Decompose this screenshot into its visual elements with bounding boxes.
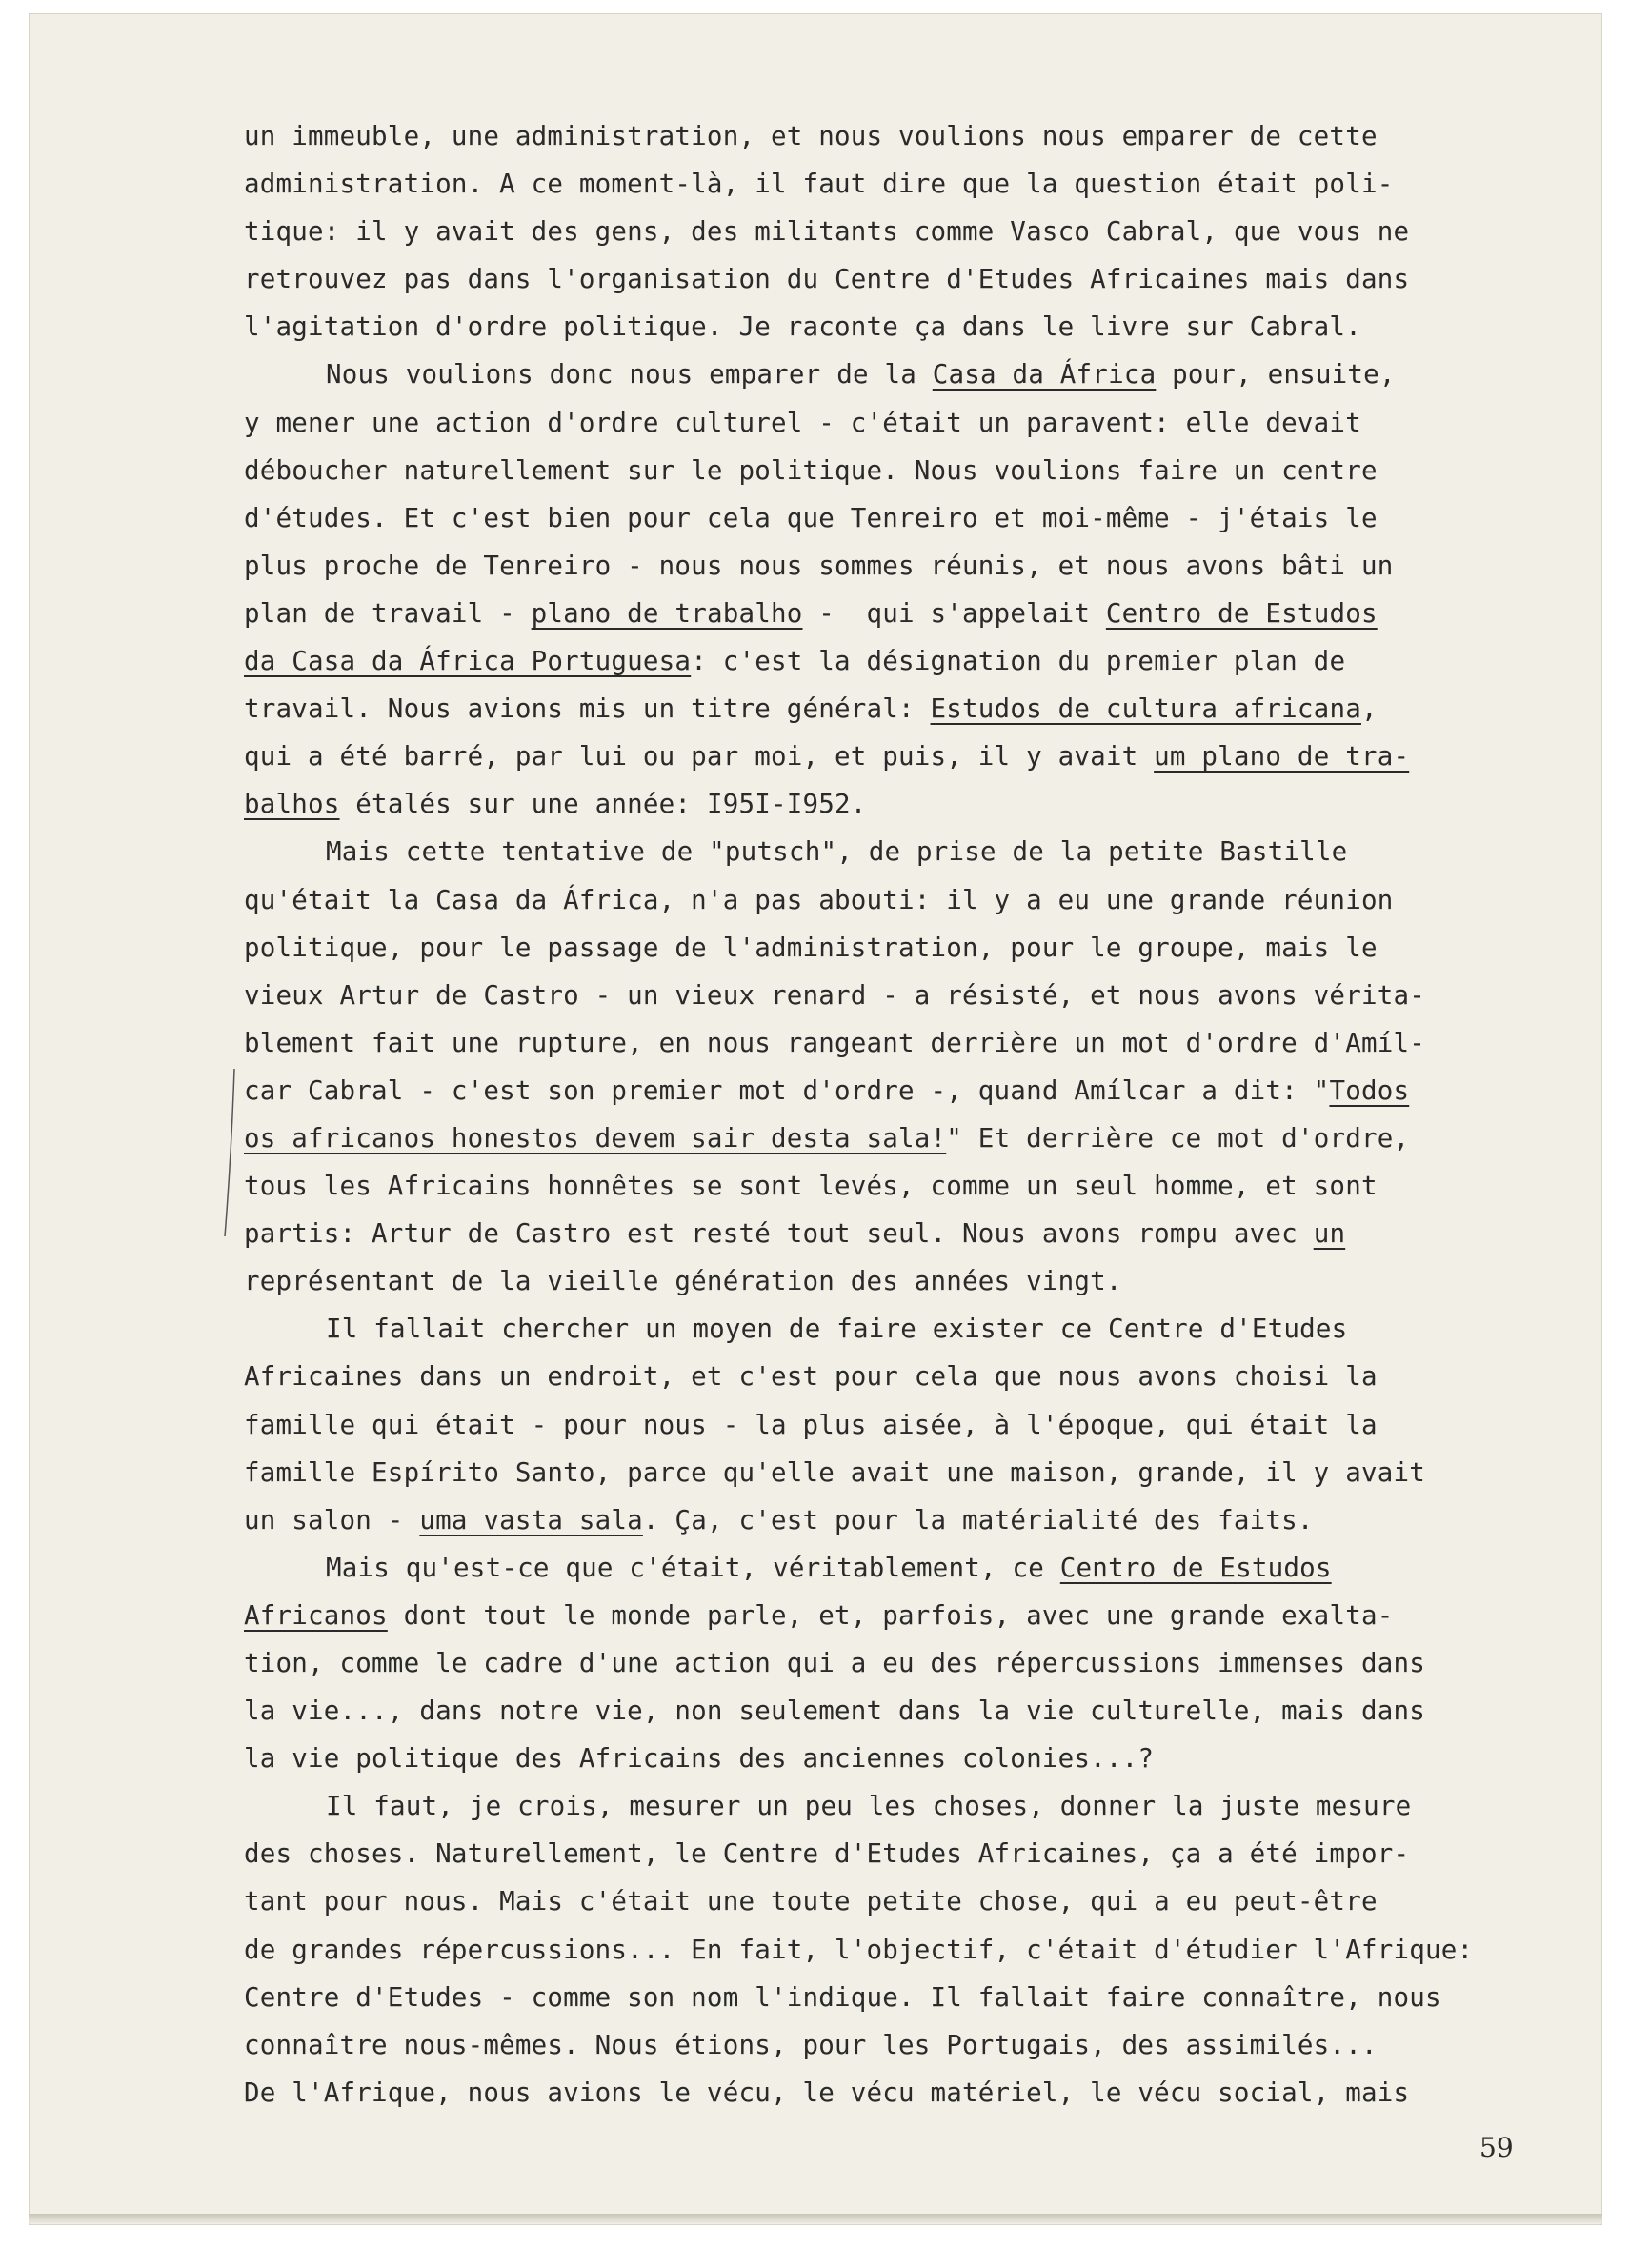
- page-number: 59: [1479, 2132, 1514, 2163]
- text-line: plan de travail - plano de trabalho - qui s'appelait Centro de Estudos: [244, 597, 1378, 629]
- text-line: famille Espírito Santo, parce qu'elle avait une maison, grande, il y avait: [244, 1456, 1425, 1488]
- text-line: vieux Artur de Castro - un vieux renard - a résisté, et nous avons vérita-: [244, 979, 1425, 1011]
- text-line: tique: il y avait des gens, des militants comme Vasco Cabral, que vous ne: [244, 216, 1410, 248]
- margin-pencil-mark: [219, 1067, 242, 1238]
- underlined-phrase: un: [1313, 1218, 1346, 1250]
- typed-text-body: [244, 112, 1539, 2117]
- text-line: un salon - uma vasta sala. Ça, c'est pour la matérialité des faits.: [244, 1504, 1314, 1535]
- text-line: Mais cette tentative de "putsch", de prise de la petite Bastille: [326, 836, 1348, 868]
- text-line: qu'était la Casa da África, n'a pas abouti: il y a eu une grande réunion: [244, 884, 1394, 915]
- text-line: balhos étalés sur une année: I95I-I952.: [244, 789, 867, 820]
- text-line: da Casa da África Portuguesa: c'est la désignation du premier plan de: [244, 646, 1346, 677]
- underlined-phrase: balhos: [244, 789, 340, 820]
- underlined-phrase: da Casa da África Portuguesa: [244, 646, 692, 677]
- text-line: partis: Artur de Castro est resté tout seul. Nous avons rompu avec un: [244, 1218, 1346, 1250]
- text-line: politique, pour le passage de l'administration, pour le groupe, mais le: [244, 932, 1378, 963]
- underlined-phrase: Centro de Estudos: [1105, 597, 1378, 629]
- underlined-phrase: Africanos: [244, 1599, 388, 1631]
- text-line: tant pour nous. Mais c'était une toute petite chose, qui a eu peut-être: [244, 1886, 1378, 1917]
- text-line: Africaines dans un endroit, et c'est pour cela que nous avons choisi la: [244, 1361, 1378, 1393]
- text-line: car Cabral - c'est son premier mot d'ordre -, quand Amílcar a dit: "Todos: [244, 1074, 1410, 1106]
- text-line: blement fait une rupture, en nous rangeant derrière un mot d'ordre d'Amíl-: [244, 1027, 1425, 1058]
- text-line: l'agitation d'ordre politique. Je raconte ça dans le livre sur Cabral.: [244, 311, 1361, 343]
- text-line: la vie politique des Africains des anciennes colonies...?: [244, 1743, 1155, 1775]
- text-line: connaître nous-mêmes. Nous étions, pour les Portugais, des assimilés...: [244, 2029, 1378, 2060]
- text-line: y mener une action d'ordre culturel - c'était un paravent: elle devait: [244, 407, 1361, 438]
- underlined-phrase: Estudos de cultura africana: [930, 693, 1361, 725]
- text-line: un immeuble, une administration, et nous voulions nous emparer de cette: [244, 121, 1378, 151]
- text-line: os africanos honestos devem sair desta sala!" Et derrière ce mot d'ordre,: [244, 1122, 1410, 1154]
- text-line: qui a été barré, par lui ou par moi, et puis, il y avait um plano de tra-: [244, 741, 1410, 773]
- text-line: tion, comme le cadre d'une action qui a eu des répercussions immenses dans: [244, 1648, 1425, 1678]
- text-line: tous les Africains honnêtes se sont levés, comme un seul homme, et sont: [244, 1171, 1378, 1202]
- text-line: Africanos dont tout le monde parle, et, parfois, avec une grande exalta-: [244, 1599, 1394, 1631]
- underlined-phrase: Casa da África: [932, 359, 1157, 391]
- text-line: administration. A ce moment-là, il faut dire que la question était poli-: [244, 169, 1394, 200]
- underlined-phrase: Todos: [1329, 1074, 1410, 1106]
- text-line: Centre d'Etudes - comme son nom l'indique. Il fallait faire connaître, nous: [244, 1981, 1441, 2013]
- text-line: Il faut, je crois, mesurer un peu les choses, donner la juste mesure: [326, 1791, 1412, 1822]
- text-line: Mais qu'est-ce que c'était, véritablement, ce Centro de Estudos: [326, 1552, 1332, 1583]
- text-line: déboucher naturellement sur le politique. Nous voulions faire un centre: [244, 454, 1378, 486]
- text-line: plus proche de Tenreiro - nous nous sommes réunis, et nous avons bâti un: [244, 550, 1394, 581]
- text-line: Il fallait chercher un moyen de faire exister ce Centre d'Etudes: [326, 1314, 1348, 1345]
- underlined-phrase: Centro de Estudos: [1059, 1552, 1332, 1583]
- text-line: De l'Afrique, nous avions le vécu, le vécu matériel, le vécu social, mais: [244, 2077, 1410, 2108]
- underlined-phrase: uma vasta sala: [419, 1504, 643, 1535]
- underlined-phrase: os africanos honestos devem sair desta sala!: [244, 1122, 947, 1154]
- text-line: d'études. Et c'est bien pour cela que Tenreiro et moi-même - j'étais le: [244, 502, 1378, 533]
- text-line: retrouvez pas dans l'organisation du Centre d'Etudes Africaines mais dans: [244, 264, 1410, 295]
- text-line: famille qui était - pour nous - la plus aisée, à l'époque, qui était la: [244, 1409, 1378, 1440]
- text-line: de grandes répercussions... En fait, l'objectif, c'était d'étudier l'Afrique:: [244, 1934, 1474, 1965]
- sheet-bottom-edge: [29, 2214, 1602, 2223]
- text-line: représentant de la vieille génération des années vingt.: [244, 1266, 1122, 1297]
- underlined-phrase: plano de trabalho: [531, 597, 803, 629]
- underlined-phrase: um plano de tra-: [1154, 741, 1410, 773]
- text-line: travail. Nous avions mis un titre général: Estudos de cultura africana,: [244, 693, 1378, 725]
- text-line: la vie..., dans notre vie, non seulement dans la vie culturelle, mais dans: [244, 1696, 1425, 1727]
- text-line: des choses. Naturellement, le Centre d'Etudes Africaines, ça a été impor-: [244, 1838, 1410, 1870]
- text-line: Nous voulions donc nous emparer de la Casa da África pour, ensuite,: [326, 359, 1396, 391]
